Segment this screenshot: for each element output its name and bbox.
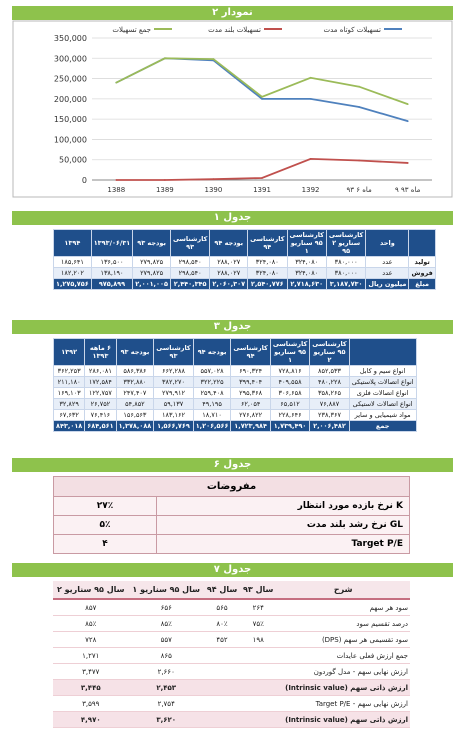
x-tick-label: ۹۳ ماه ۶ bbox=[346, 186, 372, 194]
table-cell: ۷۵٪ bbox=[240, 616, 276, 632]
table-row bbox=[54, 410, 417, 421]
table-cell: ۳۸۰,۰۰۰ bbox=[326, 268, 365, 279]
y-tick-label: 50,000 bbox=[59, 155, 87, 165]
data-point bbox=[164, 57, 166, 59]
table3-title: جدول ۳ bbox=[12, 320, 453, 334]
table-row bbox=[54, 268, 436, 279]
table-row bbox=[53, 696, 410, 712]
table-cell: جمع bbox=[349, 421, 416, 432]
table-cell: ۲,۴۴۰,۳۴۵ bbox=[170, 279, 209, 290]
assumption-label: نرخ رشد بلند مدت GL bbox=[157, 516, 410, 535]
table-cell: ۸۵٪ bbox=[128, 616, 203, 632]
table-cell: ۷۲۸ bbox=[53, 632, 128, 648]
data-point bbox=[407, 103, 409, 105]
chart-title: نمودار ۲ bbox=[12, 6, 453, 20]
table7-title: جدول ۷ bbox=[12, 563, 453, 577]
table-cell: ۲,۰۰۶,۴۸۲ bbox=[310, 421, 349, 432]
column-header: ۱۳۹۲ bbox=[54, 339, 85, 366]
table-cell: ۱۶۹,۱۰۳ bbox=[54, 388, 85, 399]
table-cell: ۶۵۶ bbox=[128, 599, 203, 616]
table-cell: انواع اتصالات لاستیکی bbox=[349, 399, 416, 410]
table-row bbox=[54, 366, 417, 377]
table-cell: درصد تقسیم سود bbox=[276, 616, 410, 632]
y-tick-label: 150,000 bbox=[53, 115, 87, 125]
x-tick-label: 1392 bbox=[301, 186, 320, 194]
data-point bbox=[310, 158, 312, 160]
assumption-label: Target P/E bbox=[157, 535, 410, 554]
table-row bbox=[54, 388, 417, 399]
data-point bbox=[261, 177, 263, 179]
column-header: بودجه ۹۳ bbox=[116, 339, 154, 366]
table-cell: ۲۹۸,۵۴۰ bbox=[170, 268, 209, 279]
table-cell: ۳۲۴,۰۸۰ bbox=[248, 257, 287, 268]
table-row bbox=[53, 616, 410, 632]
column-header: ۶ ماهه ۱۳۹۳ bbox=[85, 339, 116, 366]
table-cell: ۳,۴۷۷ bbox=[53, 664, 128, 680]
table-cell: ۱۸۳,۱۶۲ bbox=[154, 410, 193, 421]
table-cell: ۱,۲۰۶,۵۶۶ bbox=[193, 421, 231, 432]
table-cell: ۴۸۰,۲۲۸ bbox=[310, 377, 349, 388]
table-cell: ۲۸۶,۰۸۱ bbox=[85, 366, 116, 377]
row-label: مبلغ bbox=[409, 279, 435, 290]
table-cell: ۳۲۴,۰۸۰ bbox=[248, 268, 287, 279]
table-cell: ۶۶۲,۲۸۸ bbox=[154, 366, 193, 377]
data-point bbox=[164, 179, 166, 181]
data-point bbox=[407, 162, 409, 164]
data-point bbox=[310, 98, 312, 100]
table-cell: ۱,۷۳۹,۴۹۰ bbox=[270, 421, 309, 432]
line-chart bbox=[12, 20, 453, 198]
table-cell bbox=[240, 712, 276, 728]
column-header: کارشناسی ۹۵ سناریو ۲ bbox=[310, 339, 349, 366]
table-cell: ۲۷۹,۸۲۵ bbox=[133, 268, 171, 279]
table-cell: ۲۷۹,۸۲۵ bbox=[133, 257, 171, 268]
column-header: سال ۹۵ سناریو ۱ bbox=[128, 581, 203, 599]
assumption-value: ۲۷٪ bbox=[54, 497, 157, 516]
table-row bbox=[54, 377, 417, 388]
table-cell: ارزش ذاتی سهم (Intrinsic value) bbox=[276, 680, 410, 696]
table-cell: ۵۵۷,۰۲۸ bbox=[193, 366, 231, 377]
y-tick-label: 200,000 bbox=[53, 94, 87, 104]
table6-title: جدول ۶ bbox=[12, 458, 453, 472]
data-point bbox=[115, 179, 117, 181]
table-cell: ۱۵۶,۵۶۳ bbox=[116, 410, 154, 421]
data-point bbox=[261, 98, 263, 100]
table-cell: ۳۸۲,۲۷۰ bbox=[154, 377, 193, 388]
table-cell: ۳,۶۲۰ bbox=[128, 712, 203, 728]
data-point bbox=[358, 106, 360, 108]
table-cell: ۴۰۹,۵۵۸ bbox=[270, 377, 309, 388]
table-cell: سود تقسیمی هر سهم (DPS) bbox=[276, 632, 410, 648]
table-cell: ۲۶,۷۵۲ bbox=[85, 399, 116, 410]
column-header-label bbox=[409, 230, 435, 257]
data-point bbox=[358, 160, 360, 162]
table-cell: ۲,۶۶۰ bbox=[128, 664, 203, 680]
table-cell: ۱۳۸,۱۹۰ bbox=[91, 268, 133, 279]
table-cell: سود هر سهم bbox=[276, 599, 410, 616]
table-cell: جمع ارزش فعلی عایدات bbox=[276, 648, 410, 664]
table-cell: ۲۹۵,۳۶۸ bbox=[231, 388, 270, 399]
column-header: سال ۹۳ bbox=[240, 581, 276, 599]
table-row bbox=[54, 399, 417, 410]
table-cell: ۲۷۹,۹۱۲ bbox=[154, 388, 193, 399]
y-tick-label: 100,000 bbox=[53, 135, 87, 145]
table-cell: ۳۹۹,۴۰۴ bbox=[231, 377, 270, 388]
table-cell bbox=[204, 648, 240, 664]
table-cell: ۸۴۳,۰۱۸ bbox=[54, 421, 85, 432]
x-tick-label: 1390 bbox=[204, 186, 223, 194]
table-cell: عدد bbox=[366, 268, 409, 279]
column-header: ۱۳۹۴ bbox=[54, 230, 92, 257]
row-label: فروش bbox=[409, 268, 435, 279]
assumption-row bbox=[54, 516, 410, 535]
table-cell: ۲۲۸,۶۴۶ bbox=[270, 410, 309, 421]
table-cell: ۱۲۲,۷۵۷ bbox=[85, 388, 116, 399]
table-cell bbox=[204, 664, 240, 680]
x-tick-label: 1391 bbox=[253, 186, 271, 194]
table-cell: ۲,۷۵۴ bbox=[128, 696, 203, 712]
table-cell: ۷۲۸,۸۱۶ bbox=[270, 366, 309, 377]
table-cell bbox=[240, 664, 276, 680]
table-cell: ۱,۳۷۸,۰۸۸ bbox=[116, 421, 154, 432]
table-cell: ۱۹۸ bbox=[240, 632, 276, 648]
table-cell: ۳۲۴,۰۸۰ bbox=[287, 268, 326, 279]
data-point bbox=[115, 82, 117, 84]
x-tick-label: 1388 bbox=[107, 186, 126, 194]
y-tick-label: 350,000 bbox=[53, 34, 87, 43]
table-cell: ۱۸۵,۶۴۱ bbox=[54, 257, 92, 268]
table-cell: عدد bbox=[366, 257, 409, 268]
data-point bbox=[407, 120, 409, 122]
table-cell: ۵۴,۸۵۲ bbox=[116, 399, 154, 410]
table-cell: ۷۶,۸۸۷ bbox=[310, 399, 349, 410]
legend-label: جمع تسهیلات bbox=[112, 26, 151, 34]
table-cell bbox=[240, 696, 276, 712]
table-cell: ۱۸,۷۱۰ bbox=[193, 410, 231, 421]
table-cell bbox=[240, 648, 276, 664]
table-cell: ۹۷۵,۸۹۹ bbox=[91, 279, 133, 290]
table-cell: ۳۳۲,۸۸۰ bbox=[116, 377, 154, 388]
table-cell: ۵۵۷ bbox=[128, 632, 203, 648]
column-header: کارشناسی ۹۵ سناریو ۱ bbox=[270, 339, 309, 366]
table-cell: ۸۰٪ bbox=[204, 616, 240, 632]
table-cell: ۸۵٪ bbox=[53, 616, 128, 632]
table-cell bbox=[204, 712, 240, 728]
data-point bbox=[358, 86, 360, 88]
data-point bbox=[261, 96, 263, 98]
column-header: واحد bbox=[366, 230, 409, 257]
table6 bbox=[53, 476, 410, 554]
table-cell bbox=[240, 680, 276, 696]
assumption-value: ۵٪ bbox=[54, 516, 157, 535]
column-header: کارشناسی ۹۵ سناریو ۱ bbox=[287, 230, 326, 257]
table-cell: ۵۶۵ bbox=[204, 599, 240, 616]
table-cell: ۳,۵۹۹ bbox=[53, 696, 128, 712]
table-cell bbox=[204, 696, 240, 712]
column-header: بودجه ۹۴ bbox=[210, 230, 248, 257]
column-header: کارشناسی ۹۳ bbox=[154, 339, 193, 366]
table-cell: ۶۷,۶۳۲ bbox=[54, 410, 85, 421]
data-point bbox=[213, 58, 215, 60]
table-cell: ۲۸۸,۰۲۷ bbox=[210, 257, 248, 268]
table-cell: ۴۹,۱۹۵ bbox=[193, 399, 231, 410]
assumption-row bbox=[54, 497, 410, 516]
table-cell: ۱,۲۷۱ bbox=[53, 648, 128, 664]
table-cell: ۲۸۸,۰۲۷ bbox=[210, 268, 248, 279]
table-row bbox=[54, 257, 436, 268]
legend-label: تسهیلات بلند مدت bbox=[208, 26, 261, 34]
table-cell: ۲۳۸,۳۶۷ bbox=[310, 410, 349, 421]
assumptions-heading: مفروضات bbox=[54, 477, 410, 497]
table-row bbox=[53, 648, 410, 664]
table-row bbox=[54, 421, 417, 432]
table-cell: ۲۱۱,۱۸۰ bbox=[54, 377, 85, 388]
table-cell: ۲,۰۶۰,۳۰۷ bbox=[210, 279, 248, 290]
table-cell: مواد شیمیایی و سایر bbox=[349, 410, 416, 421]
table-cell: ۲۷۶,۸۲۲ bbox=[231, 410, 270, 421]
table-cell: ۴۵۲ bbox=[204, 632, 240, 648]
data-point bbox=[310, 77, 312, 79]
table-row bbox=[53, 712, 410, 728]
chart-frame bbox=[13, 21, 452, 197]
table-cell: ۶۵,۵۱۲ bbox=[270, 399, 309, 410]
table-row bbox=[54, 279, 436, 290]
x-tick-label: 1389 bbox=[155, 186, 174, 194]
table-cell: ۲۴۷,۴۰۷ bbox=[116, 388, 154, 399]
table-cell: انواع اتصالات فلزی bbox=[349, 388, 416, 399]
table-cell: ۳۶۲,۲۵۳ bbox=[54, 366, 85, 377]
table-cell: ۳۵۸,۲۶۵ bbox=[310, 388, 349, 399]
column-header: بودجه ۹۴ bbox=[193, 339, 231, 366]
table-cell: ۱۳۶,۵۰۰ bbox=[91, 257, 133, 268]
table-cell: ارزش نهایی سهم - مدل گوردون bbox=[276, 664, 410, 680]
table-row bbox=[53, 599, 410, 616]
table-cell: ۷۶,۴۱۶ bbox=[85, 410, 116, 421]
legend-label: تسهیلات کوتاه مدت bbox=[323, 26, 381, 34]
table-cell: ارزش ذاتی سهم (Intrinsic value) bbox=[276, 712, 410, 728]
table-cell: ۳۲,۸۲۹ bbox=[54, 399, 85, 410]
table-cell: ۳۸۰,۰۰۰ bbox=[326, 257, 365, 268]
table-cell: ۵۹,۱۳۷ bbox=[154, 399, 193, 410]
table-cell: ۲۶۴ bbox=[240, 599, 276, 616]
table-cell: ۳,۴۴۵ bbox=[53, 680, 128, 696]
table-cell: ۸۶۵ bbox=[128, 648, 203, 664]
table-cell: ۱,۵۶۶,۷۶۹ bbox=[154, 421, 193, 432]
y-tick-label: 0 bbox=[81, 176, 87, 185]
table1 bbox=[53, 229, 433, 290]
table7 bbox=[53, 581, 410, 728]
y-tick-label: 250,000 bbox=[53, 74, 87, 84]
table-row bbox=[53, 632, 410, 648]
table-cell: ۶۸۴,۵۶۱ bbox=[85, 421, 116, 432]
table1-title: جدول ۱ bbox=[12, 211, 453, 225]
x-tick-label: ۹ ماه ۹۳ bbox=[395, 186, 421, 194]
table-cell: ۲۹۸,۵۴۰ bbox=[170, 257, 209, 268]
table-cell: ۳,۱۸۷,۷۳۰ bbox=[326, 279, 365, 290]
assumption-label: نرخ بازده مورد انتظار K bbox=[157, 497, 410, 516]
table-cell: ۱۸۲,۲۰۲ bbox=[54, 268, 92, 279]
column-header: کارشناسی ۹۴ bbox=[248, 230, 287, 257]
column-header bbox=[349, 339, 416, 366]
column-header: سال ۹۴ bbox=[204, 581, 240, 599]
column-header: کارشناسی سناریو ۲ ۹۵ bbox=[326, 230, 365, 257]
table-cell: ارزش نهایی سهم - Target P/E bbox=[276, 696, 410, 712]
table-cell: ۸۵۲,۵۳۳ bbox=[310, 366, 349, 377]
table-cell: انواع اتصالات پلاستیکی bbox=[349, 377, 416, 388]
table-cell: ۱,۷۲۳,۹۸۴ bbox=[231, 421, 270, 432]
table-cell: ۲,۰۰۱,۰۰۵ bbox=[133, 279, 171, 290]
table-cell: ۶۹۰,۳۲۴ bbox=[231, 366, 270, 377]
table3 bbox=[53, 338, 414, 432]
table-cell: ۵۸۶,۳۸۶ bbox=[116, 366, 154, 377]
table-cell: ۳۲۲,۲۲۵ bbox=[193, 377, 231, 388]
column-header: ۱۳۹۳/۰۶/۳۱ bbox=[91, 230, 133, 257]
column-header: بودجه ۹۳ bbox=[133, 230, 171, 257]
table-row bbox=[53, 664, 410, 680]
table-cell: ۱,۲۷۵,۷۵۶ bbox=[54, 279, 92, 290]
table-cell: انواع سیم و کابل bbox=[349, 366, 416, 377]
assumption-row bbox=[54, 535, 410, 554]
table-row bbox=[53, 680, 410, 696]
data-point bbox=[213, 178, 215, 180]
table-cell: میلیون ریال bbox=[366, 279, 409, 290]
y-tick-label: 300,000 bbox=[53, 54, 87, 64]
table-cell: ۲,۵۴۰,۷۷۶ bbox=[248, 279, 287, 290]
table-cell: ۲,۴۵۳ bbox=[128, 680, 203, 696]
table-cell: ۴,۹۷۰ bbox=[53, 712, 128, 728]
row-label: تولید bbox=[409, 257, 435, 268]
table-cell: ۲۵۹,۴۰۸ bbox=[193, 388, 231, 399]
table-cell: ۳۰۶,۶۵۸ bbox=[270, 388, 309, 399]
table-cell: ۲,۷۱۸,۶۳۰ bbox=[287, 279, 326, 290]
table-cell: ۳۲۴,۰۸۰ bbox=[287, 257, 326, 268]
column-header: شرح bbox=[276, 581, 410, 599]
column-header: کارشناسی ۹۳ bbox=[170, 230, 209, 257]
column-header: کارشناسی ۹۴ bbox=[231, 339, 270, 366]
assumption-value: ۴ bbox=[54, 535, 157, 554]
table-cell: ۱۷۲,۵۸۴ bbox=[85, 377, 116, 388]
column-header: سال ۹۵ سناریو ۲ bbox=[53, 581, 128, 599]
table-cell: ۶۲,۰۵۴ bbox=[231, 399, 270, 410]
table-cell bbox=[204, 680, 240, 696]
table-cell: ۸۵۷ bbox=[53, 599, 128, 616]
